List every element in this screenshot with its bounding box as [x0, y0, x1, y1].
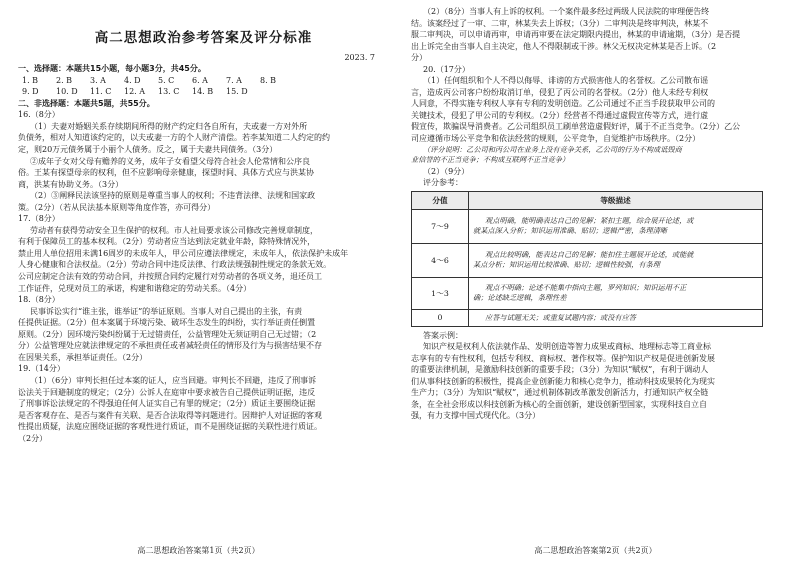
- answer-key-row-1: [18, 75, 389, 87]
- section-open-questions-heading: 二、非选择题：本题共5题，共55分。: [18, 98, 155, 108]
- text-line: 任提供证据。（2分）但本案属于环境污染、破坏生态发生的纠纷，实行举证责任倒置: [18, 318, 316, 328]
- table-header-score: 分值: [412, 191, 469, 209]
- answer-item: 6. A: [192, 75, 208, 85]
- text-line: （2）（8分）当事人有上诉的权利。一个案件最多经过两级人民法院的审理便告终: [423, 7, 710, 16]
- answer-item: 15. D: [226, 87, 248, 97]
- description-line: 观点明确，能明确表达自己的见解；紧扣主题，综合展开论述，或: [485, 216, 694, 226]
- table-row: [412, 243, 763, 277]
- text-line: （1）夫妻对婚姻关系存续期间所得的财产约定归各自所有，夫或妻一方对外所: [30, 121, 308, 131]
- text-line: 公司应制定合法有效的劳动合同，并按照合同约定履行对劳动者的各项义务，退还员工: [18, 272, 322, 282]
- table-header-level: 等级描述: [469, 191, 763, 209]
- answer-item: 14. B: [192, 87, 214, 97]
- text-line: 工作证件，兑现对员工的承诺，构建和谐稳定的劳动关系。（4分）: [18, 283, 252, 293]
- question-16-heading: 16.（8分）: [18, 110, 60, 120]
- table-row: [412, 209, 763, 243]
- answer-item: 12. A: [124, 87, 146, 97]
- text-line: ②成年子女对父母有赡养的义务，成年子女看望父母符合社会人伦常情和公序良: [30, 156, 310, 166]
- page-right: [397, 0, 794, 562]
- page-footer-left: 高二思想政治答案第1页（共2页）: [137, 546, 260, 555]
- text-line: 商，洪某有协助义务。（3分）: [18, 179, 124, 189]
- text-line: 出上诉完全由当事人自主决定，他人不得限制或干涉。林父无权决定林某是否上诉。（2: [411, 41, 717, 51]
- answer-item: 9. D: [22, 87, 39, 97]
- text-line: 关键技术，侵犯了甲公司的专利权。（2分）经营者不得通过虚假宣传等方式，进行虚: [411, 110, 709, 120]
- text-line: （1）任何组织和个人不得以侮辱、诽谤的方式损害他人的名誉权。乙公司散布谣: [423, 76, 709, 86]
- left-answer-text: [18, 109, 389, 444]
- description-cell: [469, 209, 763, 243]
- text-line: 服二审判决，可以申请再审，申请再审要在法定期限内提出，林某的申请逾期，（3分）是否提: [411, 30, 741, 40]
- text-line: 结。该案经过了一审、二审，林某失去上诉权；（3分）二审判决是终审判决，林某不: [411, 18, 709, 28]
- question-19-heading: 19.（14分）: [18, 364, 65, 374]
- text-line: 定，则20万元债务属于小丽个人债务。反之，属于夫妻共同债务。（3分）: [18, 145, 278, 155]
- description-cell: [469, 277, 763, 309]
- score-cell: 0: [412, 309, 469, 326]
- description-line: 确；论述缺乏逻辑，条理性差: [473, 293, 567, 303]
- answer-item: 8. B: [260, 75, 277, 85]
- text-line: 原则。（2分）因环境污染纠纷属于无过错责任，公益管理处无须证明自己无过错；（2: [18, 329, 317, 339]
- text-line: 俗。王某有探望母亲的权利，但不应影响母亲健康，探望时间、具体方式应与洪某协: [18, 168, 314, 178]
- text-line: （2分）: [18, 433, 48, 443]
- text-line: 言，造成丙公司客户纷纷取消订单，侵犯了丙公司的名誉权。（2分）他人未经专利权: [411, 87, 709, 97]
- score-cell: 1～3: [412, 277, 469, 309]
- text-line: 在因果关系，承担举证责任。（2分）: [18, 352, 148, 362]
- document-date: 2023. 7: [344, 53, 375, 62]
- description-line: 就某点深入分析；知识运用准确、贴切；逻辑严密，条理清晰: [473, 226, 668, 236]
- question-18-heading: 18.（8分）: [18, 295, 60, 305]
- text-line: 了刑事诉讼法规定的不得强迫任何人证实自己有罪的规定；（2分）质证主要围绕证据: [18, 399, 316, 409]
- answer-item: 3. A: [90, 75, 106, 85]
- answer-item: 7. A: [226, 75, 242, 85]
- text-line: （1）（6分）审判长担任过本案的证人，应当回避。审判长不回避，违反了刑事诉: [30, 375, 317, 385]
- text-line: 假宣传，欺骗误导消费者。乙公司组织员工刷单营造虚假好评，属于不正当竞争。（2分）乙公: [411, 122, 741, 132]
- description-cell: [469, 309, 763, 326]
- text-line: 志享有的专有性权利，包括专利权、商标权、著作权等。保护知识产权是促进创新发展: [411, 353, 715, 363]
- answer-item: 4. D: [124, 75, 141, 85]
- description-line: 观点不明确；论述不能集中指向主题，罗列知识；知识运用不正: [485, 283, 687, 293]
- text-line: 性提出质疑，法庭应围绕证据的客观性进行质证，而不是围绕证据的关联性进行质证。: [18, 422, 322, 432]
- text-line: 是否客观存在、是否与案件有关联、是否合法取得等问题进行。因辩护人对证据的客观: [18, 410, 322, 420]
- right-answer-text: [411, 6, 782, 145]
- text-line: 条，在全社会形成以科技创新为核心的全面创新，建设创新型国家，实现科技自立自: [411, 399, 707, 409]
- table-row: [412, 277, 763, 309]
- text-line: 人同意，不得实施专利权人享有专利的发明创造。乙公司通过不正当手段获取甲公司的: [411, 99, 715, 109]
- scoring-note-line: 业信誉的不正当竞争；不构成互联网不正当竞争）: [411, 155, 570, 165]
- question-20-heading: 20.（17分）: [423, 64, 470, 74]
- table-header-row: [412, 191, 763, 209]
- text-line: 的重要法律机制，是激励科技创新的重要手段；（3分）为知识“赋权”，有利于调动人: [411, 365, 709, 375]
- text-line: 司应遵循市场公平竞争和依法经营的规则，公平竞争，自觉维护市场秩序。（2分）: [411, 134, 701, 144]
- answer-item: 1. B: [22, 75, 39, 85]
- sample-answer-title: 答案示例：: [423, 330, 463, 340]
- text-line: 分）: [411, 53, 427, 63]
- scoring-rubric-table: [411, 191, 763, 327]
- description-line: 应答与试题无关；或重复试题内容；或没有应答: [485, 312, 636, 322]
- text-line: 分）公益管理处应就法律规定的不承担责任或者减轻责任的情形及行为与损害结果不存: [18, 341, 322, 351]
- answer-item: 2. B: [56, 75, 73, 85]
- text-line: 强，有力支撑中国式现代化。（3分）: [411, 411, 541, 421]
- table-row: [412, 309, 763, 326]
- answer-item: 11. C: [90, 87, 112, 97]
- text-line: （2）③阐释民法该坚持的原则是尊重当事人的权利；不违背法律、法规和国家政: [30, 191, 316, 201]
- scoring-note-line: （评分说明：乙公司和丙公司在业务上没有竞争关系，乙公司的行为不构成诋毁商: [423, 144, 682, 154]
- text-line: 策。（2分）（若从民法基本原则等角度作答，亦可得分）: [18, 202, 216, 212]
- answer-item: 13. C: [158, 87, 180, 97]
- question-20-part-2-heading: （2）（9分）: [423, 166, 470, 176]
- text-line: 知识产权是权利人依法就作品、发明创造等智力成果或商标、地理标志等工商业标: [423, 342, 711, 352]
- answer-item: 10. D: [56, 87, 78, 97]
- rubric-title: 评分参考：: [423, 178, 463, 188]
- description-line: 观点比较明确，能表达自己的见解；能扣住主题展开论述，或能就: [485, 250, 694, 260]
- description-line: 某点分析；知识运用比较准确、贴切；逻辑性较强，有条理: [473, 260, 660, 270]
- description-cell: [469, 243, 763, 277]
- section-multiple-choice-heading: 一、选择题：本题共15小题，每小题3分，共45分。: [18, 64, 206, 73]
- text-line: 有利于保障员工的基本权利。（2分）劳动者应当达到法定就业年龄，除特殊情况外，: [18, 237, 316, 247]
- text-line: 人身心健康和合法权益。（2分）劳动合同中违反法律、行政法规强制性规定的条款无效。: [18, 260, 332, 270]
- score-cell: 7～9: [412, 209, 469, 243]
- answer-key-row-2: [18, 86, 389, 98]
- document-title: 高二思想政治参考答案及评分标准: [94, 30, 313, 46]
- text-line: 劳动者有获得劳动安全卫生保护的权利。市人社局要求该公司修改完善规章制度，: [30, 225, 318, 235]
- text-line: 民事诉讼实行“谁主张，谁举证”的举证原则。当事人对自己提出的主张，有责: [30, 306, 303, 316]
- text-line: 们从事科技创新的积极性，提高企业创新能力和核心竞争力，推动科技成果转化为现实: [411, 376, 715, 386]
- question-17-heading: 17.（8分）: [18, 214, 60, 224]
- text-line: 禁止用人单位招用未满16周岁的未成年人，甲公司应遵法律规定，未成年人，依法保护未成年: [18, 248, 349, 258]
- page-footer-right: 高二思想政治答案第2页（共2页）: [534, 546, 657, 555]
- score-cell: 4～6: [412, 243, 469, 277]
- text-line: 负债务，相对人知道该约定的，以夫或妻一方的个人财产清偿。若李某知道二人约定的约: [18, 133, 330, 143]
- answer-item: 5. C: [158, 75, 175, 85]
- text-line: 讼法关于回避制度的规定；（2分）公诉人在庭审中要求被告自己提供证明证据，违反: [18, 387, 316, 397]
- text-line: 生产力；（3分）为知识“赋权”，通过机制体制改革激发创新活力，打通知识产权全链: [411, 388, 709, 398]
